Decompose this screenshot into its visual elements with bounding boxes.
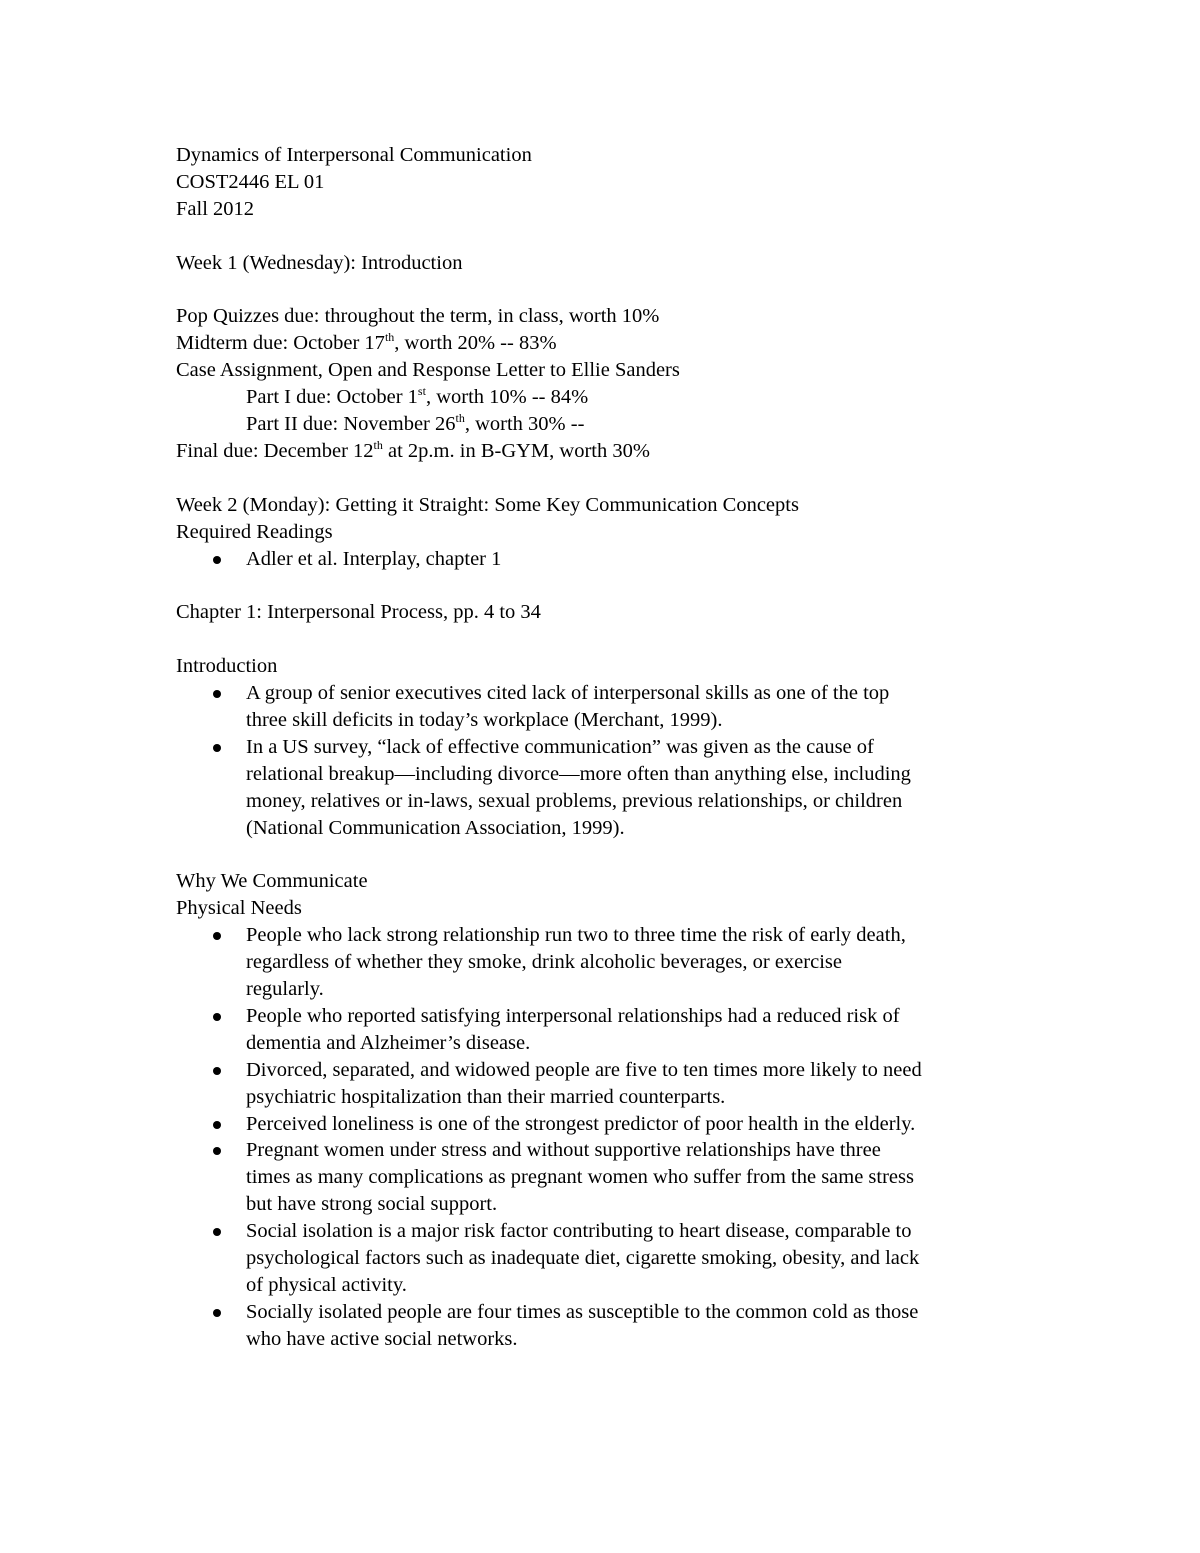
list-item-line: who have active social networks. — [246, 1327, 518, 1350]
list-item-line: Social isolation is a major risk factor contributing to heart disease, comparable to — [246, 1220, 912, 1243]
bullet-icon — [213, 744, 221, 752]
list-item-line: In a US survey, “lack of effective communication” was given as the cause of — [246, 735, 874, 758]
physical-needs-list — [176, 922, 1046, 1353]
list-item-line: relational breakup—including divorce—more often than anything else, including — [246, 762, 911, 785]
why-heading: Why We Communicate — [176, 870, 368, 893]
list-item — [176, 922, 1046, 1003]
list-item-line: Adler et al. Interplay, chapter 1 — [246, 547, 502, 570]
bullet-icon — [213, 1147, 221, 1155]
bullet-icon — [213, 690, 221, 698]
blank-line — [176, 223, 1046, 250]
list-item-line: People who reported satisfying interpersonal relationships had a reduced risk of — [246, 1004, 900, 1027]
course-title: Dynamics of Interpersonal Communication — [176, 144, 532, 166]
list-item-line: of physical activity. — [246, 1273, 407, 1296]
week1-heading: Week 1 (Wednesday): Introduction — [176, 251, 463, 274]
document-body — [176, 142, 1046, 1353]
list-item — [176, 1137, 1046, 1218]
course-code: COST2446 EL 01 — [176, 170, 325, 193]
list-item — [176, 546, 1046, 573]
list-item-line: regularly. — [246, 978, 324, 1000]
list-item-line: Perceived loneliness is one of the strongest predictor of poor health in the elderly. — [246, 1112, 916, 1135]
week2-heading: Week 2 (Monday): Getting it Straight: Some Key Communication Concepts — [176, 493, 799, 516]
bullet-icon — [213, 1309, 221, 1317]
bullet-icon — [213, 1013, 221, 1021]
part1-line: Part I due: October 1st, worth 10% -- 84% — [246, 384, 589, 409]
physical-needs-heading: Physical Needs — [176, 897, 302, 920]
list-item-line: dementia and Alzheimer’s disease. — [246, 1031, 531, 1054]
bullet-icon — [213, 1067, 221, 1075]
bullet-icon — [213, 556, 221, 564]
final-line: Final due: December 12th at 2p.m. in B-GYM, worth 30% — [176, 437, 650, 462]
part2-line: Part II due: November 26th, worth 30% -- — [246, 411, 585, 436]
case-assignment-line: Case Assignment, Open and Response Letter to Ellie Sanders — [176, 359, 680, 382]
bullet-icon — [213, 1121, 221, 1129]
list-item-line: (National Communication Association, 1999). — [246, 816, 625, 839]
midterm-line: Midterm due: October 17th, worth 20% -- 83% — [176, 330, 557, 355]
list-item-line: Socially isolated people are four times as susceptible to the common cold as those — [246, 1300, 919, 1323]
list-item — [176, 1003, 1046, 1057]
introduction-heading: Introduction — [176, 655, 278, 678]
blank-line — [176, 277, 1046, 304]
list-item-line: Divorced, separated, and widowed people are five to ten times more likely to need — [246, 1058, 922, 1081]
list-item-line: A group of senior executives cited lack of interpersonal skills as one of the top — [246, 682, 890, 705]
list-item — [176, 1057, 1046, 1111]
list-item-line: People who lack strong relationship run two to three time the risk of early death, — [246, 924, 906, 947]
readings-list — [176, 546, 1046, 573]
blank-line — [176, 626, 1046, 653]
list-item-line: psychological factors such as inadequate diet, cigarette smoking, obesity, and lack — [246, 1247, 920, 1270]
list-item — [176, 1218, 1046, 1299]
list-item — [176, 680, 1046, 734]
blank-line — [176, 465, 1046, 492]
chapter1-heading: Chapter 1: Interpersonal Process, pp. 4 to 34 — [176, 601, 541, 624]
list-item-line: Pregnant women under stress and without supportive relationships have three — [246, 1139, 881, 1162]
pop-quizzes-line: Pop Quizzes due: throughout the term, in class, worth 10% — [176, 305, 660, 328]
bullet-icon — [213, 932, 221, 940]
bullet-icon — [213, 1228, 221, 1236]
list-item — [176, 1299, 1046, 1353]
list-item-line: but have strong social support. — [246, 1193, 498, 1216]
list-item — [176, 734, 1046, 842]
list-item-line: three skill deficits in today’s workplace (Merchant, 1999). — [246, 708, 723, 731]
list-item-line: money, relatives or in-laws, sexual problems, previous relationships, or children — [246, 789, 903, 812]
list-item-line: regardless of whether they smoke, drink alcoholic beverages, or exercise — [246, 951, 842, 974]
blank-line — [176, 841, 1046, 868]
term: Fall 2012 — [176, 197, 255, 220]
blank-line — [176, 572, 1046, 599]
list-item-line: psychiatric hospitalization than their married counterparts. — [246, 1085, 726, 1108]
list-item-line: times as many complications as pregnant women who suffer from the same stress — [246, 1166, 914, 1189]
introduction-list — [176, 680, 1046, 841]
readings-label: Required Readings — [176, 520, 333, 543]
list-item — [176, 1111, 1046, 1138]
